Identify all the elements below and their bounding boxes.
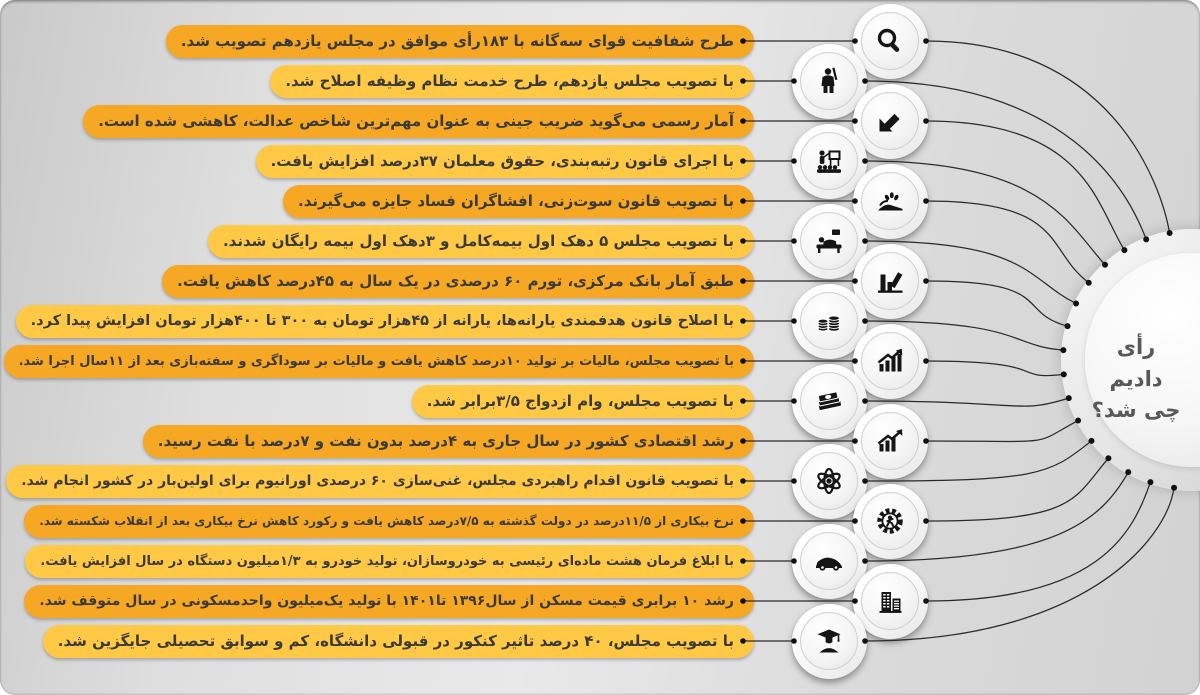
coins-icon [800, 292, 858, 350]
soldier-icon [800, 52, 858, 110]
graduate-icon [800, 612, 858, 670]
arrow-down-left-icon [861, 92, 919, 150]
growth-chart-icon [861, 332, 919, 390]
banner-item: با تصویب مجلس، ۴۰ درصد تاثیر کنکور در قبولی دانشگاه، کم و سوابق تحصیلی جایگزین شد. [43, 625, 754, 658]
banner-item: نرخ بیکاری از ۱۱/۵درصد در دولت گذشته به ۷/۵درصد کاهش یافت و رکورد کاهش نرخ بیکاری بعد از انقلاب شکسته شد. [24, 505, 754, 538]
banner-item: رشد اقتصادی کشور در سال جاری به ۴درصد بدون نفت و ۷درصد با نفت رسید. [143, 425, 754, 458]
banner-item: با تصویب قانون سوت‌زنی، افشاگران فساد جایزه می‌گیرند. [283, 185, 754, 218]
banner-item: رشد ۱۰ برابری قیمت مسکن از سال۱۳۹۶ تا۱۴۰۱ با تولید یک‌میلیون واحدمسکونی در سال متوقف شد. [24, 585, 754, 618]
hand-seeds-icon [861, 172, 919, 230]
classroom-icon [800, 132, 858, 190]
banner-item: آمار رسمی می‌گوید ضریب جینی به عنوان مهم‌ترین شاخص عدالت، کاهشی شده است. [83, 105, 754, 138]
banner-item: با تصویب قانون اقدام راهبردی مجلس، غنی‌سازی ۶۰ درصدی اورانیوم برای اولین‌بار در کشور انجام شد. [6, 465, 754, 498]
banner-item: با ابلاغ فرمان هشت ماده‌ای رئیسی به خودروسازان، تولید خودرو به ۱/۳میلیون دستگاه در سال افزایش یافت. [25, 545, 754, 578]
center-circle-title [1088, 332, 1184, 427]
hospital-bed-icon [800, 212, 858, 270]
banner-item: با تصویب مجلس ۵ دهک اول بیمه‌کامل و ۳دهک اول بیمه رایگان شدند. [208, 225, 754, 258]
gear-worker-icon [861, 492, 919, 550]
banknotes-icon [800, 372, 858, 430]
buildings-icon [861, 572, 919, 630]
car-icon [800, 532, 858, 590]
banner-item: با تصویب مجلس، وام ازدواج ۳/۵برابر شد. [412, 385, 754, 418]
center-circle-title-line1: رأی دادیم [1109, 335, 1163, 391]
banner-item: طبق آمار بانک مرکزی، تورم ۶۰ درصدی در یک سال به ۴۵درصد کاهش یافت. [162, 265, 754, 298]
banner-item: طرح شفافیت قوای سه‌گانه با ۱۸۳رأی موافق در مجلس یازدهم تصویب شد. [166, 25, 754, 58]
atom-icon [800, 452, 858, 510]
rising-chart-icon [861, 412, 919, 470]
banner-item: با اجرای قانون رتبه‌بندی، حقوق معلمان ۳۷درصد افزایش یافت. [256, 145, 754, 178]
center-circle-title-line2: چی شد؟ [1091, 398, 1181, 422]
icon-badge [792, 604, 867, 679]
search-icon [861, 12, 919, 70]
inflation-down-chart-icon [861, 252, 919, 310]
banner-item: با تصویب مجلس، مالیات بر تولید ۱۰درصد کاهش یافت و مالیات بر سوداگری و سفته‌بازی بعد از ۱۱سال اجرا شد. [4, 345, 754, 378]
banner-item: با اصلاح قانون هدفمندی یارانه‌ها، یارانه از ۴۵هزار تومان به ۳۰۰ تا ۴۰۰هزار تومان افزایش پیدا کرد. [16, 305, 754, 338]
banner-item: با تصویب مجلس یازدهم، طرح خدمت نظام وظیفه اصلاح شد. [270, 65, 754, 98]
